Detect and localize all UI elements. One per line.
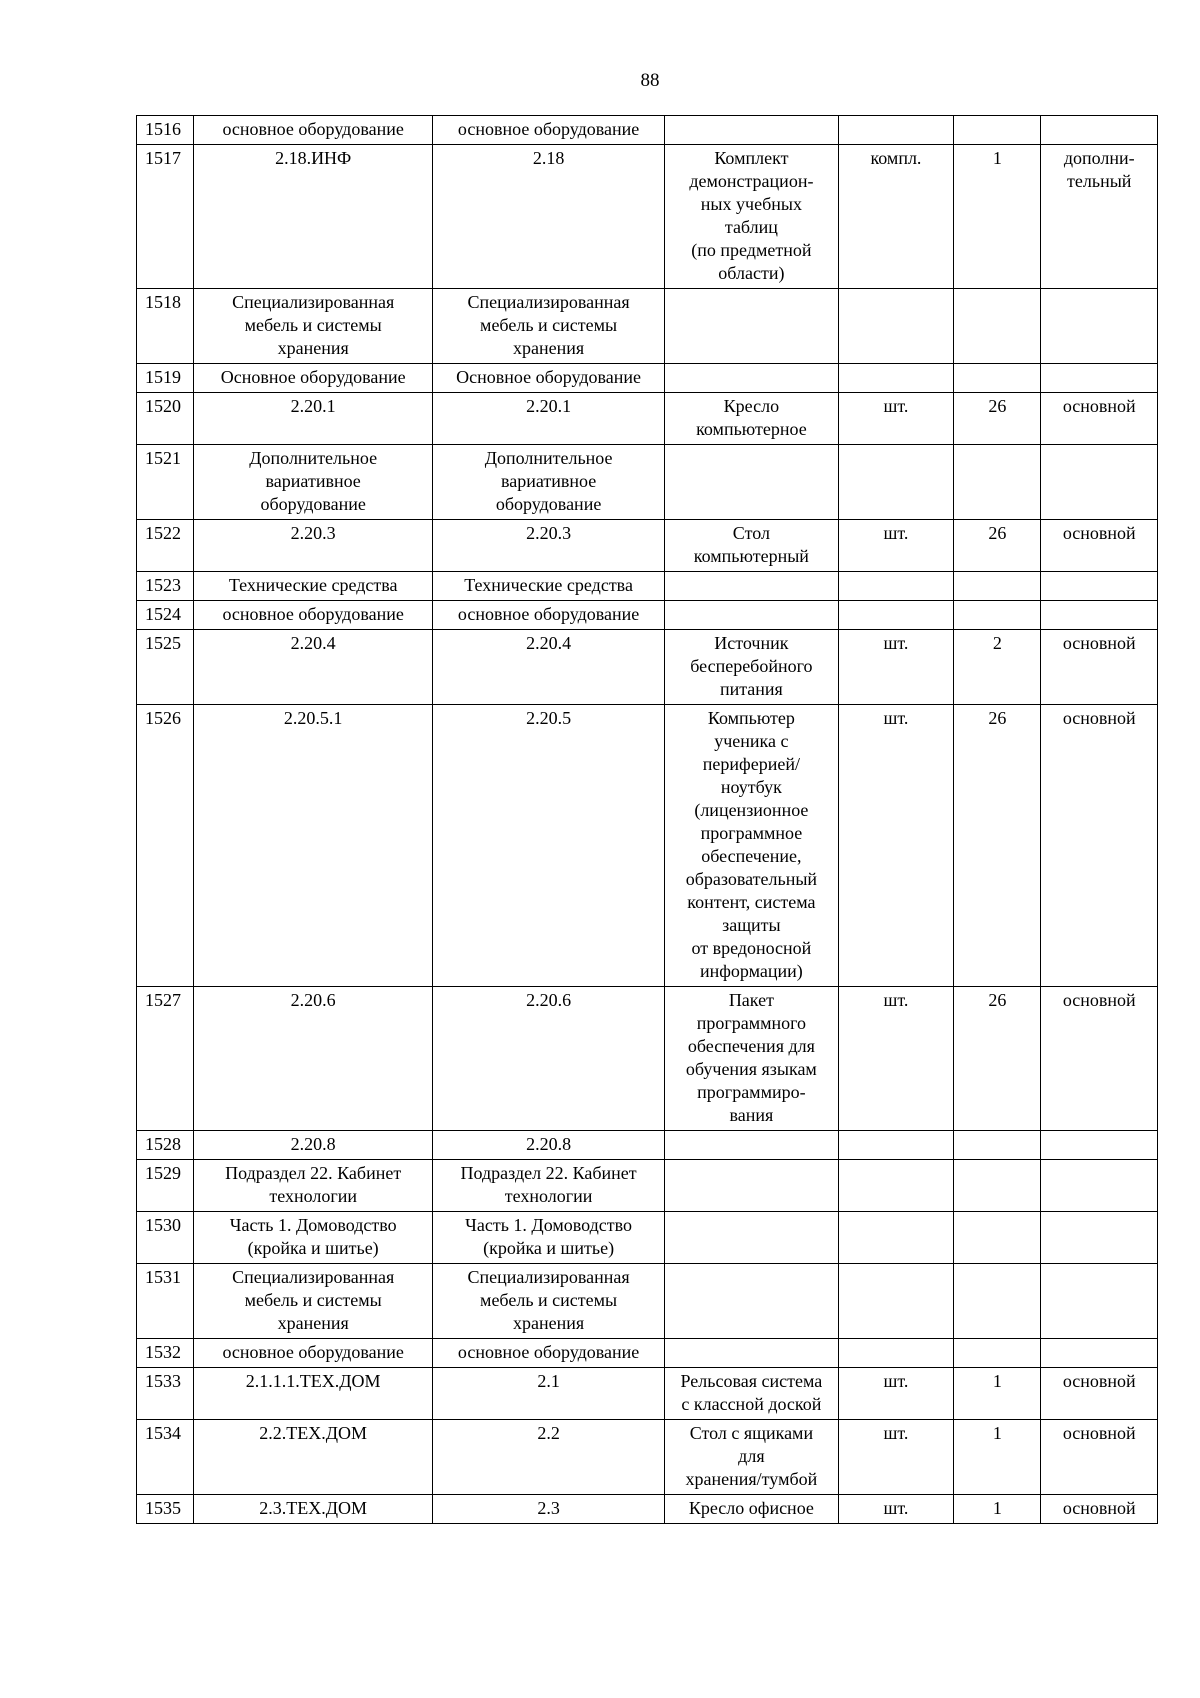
quantity-cell (954, 289, 1041, 364)
unit-cell: шт. (838, 1420, 953, 1495)
type-cell (1041, 445, 1158, 520)
code-cell: Специализированная мебель и системы хранения (194, 1264, 433, 1339)
type-cell: основной (1041, 1495, 1158, 1524)
row-number-cell: 1533 (137, 1368, 194, 1420)
table-row (137, 1368, 1158, 1420)
quantity-cell: 26 (954, 987, 1041, 1131)
unit-cell: шт. (838, 987, 953, 1131)
quantity-cell (954, 116, 1041, 145)
code-cell: основное оборудование (194, 1339, 433, 1368)
item-name-cell (665, 1264, 839, 1339)
type-cell (1041, 1212, 1158, 1264)
row-number-cell: 1524 (137, 601, 194, 630)
type-cell: основной (1041, 705, 1158, 987)
quantity-cell: 1 (954, 145, 1041, 289)
quantity-cell: 1 (954, 1495, 1041, 1524)
table-row (137, 1212, 1158, 1264)
section-code-cell: 2.20.5 (433, 705, 665, 987)
code-cell: Специализированная мебель и системы хранения (194, 289, 433, 364)
item-name-cell: Кресло компьютерное (665, 393, 839, 445)
unit-cell: шт. (838, 630, 953, 705)
item-name-cell (665, 116, 839, 145)
unit-cell: шт. (838, 1368, 953, 1420)
unit-cell (838, 1339, 953, 1368)
row-number-cell: 1519 (137, 364, 194, 393)
table-row (137, 445, 1158, 520)
table-row (137, 145, 1158, 289)
section-code-cell: Специализированная мебель и системы хранения (433, 1264, 665, 1339)
code-cell: Основное оборудование (194, 364, 433, 393)
table-body (137, 116, 1158, 1524)
type-cell (1041, 1339, 1158, 1368)
row-number-cell: 1527 (137, 987, 194, 1131)
type-cell: основной (1041, 987, 1158, 1131)
item-name-cell (665, 601, 839, 630)
table-row (137, 987, 1158, 1131)
section-code-cell: 2.20.4 (433, 630, 665, 705)
item-name-cell (665, 1339, 839, 1368)
code-cell: Подраздел 22. Кабинет технологии (194, 1160, 433, 1212)
unit-cell (838, 601, 953, 630)
quantity-cell (954, 364, 1041, 393)
table-row (137, 1495, 1158, 1524)
row-number-cell: 1529 (137, 1160, 194, 1212)
type-cell: основной (1041, 520, 1158, 572)
code-cell: 2.2.ТЕХ.ДОМ (194, 1420, 433, 1495)
row-number-cell: 1535 (137, 1495, 194, 1524)
quantity-cell: 26 (954, 705, 1041, 987)
section-code-cell: 2.20.3 (433, 520, 665, 572)
unit-cell: компл. (838, 145, 953, 289)
type-cell (1041, 572, 1158, 601)
section-code-cell: 2.18 (433, 145, 665, 289)
item-name-cell: Комплект демонстрацион- ных учебных таблиц (по предметной области) (665, 145, 839, 289)
table-row (137, 520, 1158, 572)
row-number-cell: 1525 (137, 630, 194, 705)
row-number-cell: 1517 (137, 145, 194, 289)
unit-cell (838, 572, 953, 601)
section-code-cell: Дополнительное вариативное оборудование (433, 445, 665, 520)
equipment-table (136, 115, 1158, 1524)
type-cell (1041, 1264, 1158, 1339)
type-cell (1041, 1160, 1158, 1212)
table-row (137, 1339, 1158, 1368)
quantity-cell (954, 1160, 1041, 1212)
quantity-cell (954, 1339, 1041, 1368)
type-cell (1041, 116, 1158, 145)
code-cell: 2.20.5.1 (194, 705, 433, 987)
section-code-cell: 2.20.1 (433, 393, 665, 445)
quantity-cell (954, 1264, 1041, 1339)
section-code-cell: основное оборудование (433, 116, 665, 145)
unit-cell (838, 445, 953, 520)
type-cell: основной (1041, 1420, 1158, 1495)
item-name-cell (665, 1212, 839, 1264)
section-code-cell: 2.3 (433, 1495, 665, 1524)
row-number-cell: 1520 (137, 393, 194, 445)
table-row (137, 1264, 1158, 1339)
quantity-cell: 1 (954, 1420, 1041, 1495)
code-cell: 2.3.ТЕХ.ДОМ (194, 1495, 433, 1524)
unit-cell (838, 1212, 953, 1264)
section-code-cell: 2.20.6 (433, 987, 665, 1131)
item-name-cell (665, 572, 839, 601)
quantity-cell: 1 (954, 1368, 1041, 1420)
quantity-cell: 26 (954, 520, 1041, 572)
code-cell: Часть 1. Домоводство (кройка и шитье) (194, 1212, 433, 1264)
quantity-cell: 26 (954, 393, 1041, 445)
row-number-cell: 1516 (137, 116, 194, 145)
code-cell: 2.20.8 (194, 1131, 433, 1160)
item-name-cell (665, 445, 839, 520)
item-name-cell: Компьютер ученика с периферией/ ноутбук (лицензионное программное обеспечение, образовательный контент, система защиты от вредоносной информации) (665, 705, 839, 987)
row-number-cell: 1531 (137, 1264, 194, 1339)
table-row (137, 630, 1158, 705)
table-row (137, 1131, 1158, 1160)
unit-cell (838, 364, 953, 393)
item-name-cell (665, 1131, 839, 1160)
type-cell: дополни- тельный (1041, 145, 1158, 289)
section-code-cell: Специализированная мебель и системы хранения (433, 289, 665, 364)
section-code-cell: 2.20.8 (433, 1131, 665, 1160)
item-name-cell: Пакет программного обеспечения для обучения языкам программиро- вания (665, 987, 839, 1131)
code-cell: 2.20.6 (194, 987, 433, 1131)
item-name-cell: Рельсовая система с классной доской (665, 1368, 839, 1420)
section-code-cell: основное оборудование (433, 1339, 665, 1368)
row-number-cell: 1530 (137, 1212, 194, 1264)
row-number-cell: 1526 (137, 705, 194, 987)
section-code-cell: Подраздел 22. Кабинет технологии (433, 1160, 665, 1212)
table-row (137, 364, 1158, 393)
type-cell (1041, 364, 1158, 393)
unit-cell (838, 1160, 953, 1212)
code-cell: 2.20.1 (194, 393, 433, 445)
section-code-cell: Основное оборудование (433, 364, 665, 393)
item-name-cell (665, 1160, 839, 1212)
code-cell: 2.18.ИНФ (194, 145, 433, 289)
code-cell: основное оборудование (194, 116, 433, 145)
section-code-cell: Технические средства (433, 572, 665, 601)
type-cell: основной (1041, 630, 1158, 705)
unit-cell (838, 1264, 953, 1339)
item-name-cell: Источник бесперебойного питания (665, 630, 839, 705)
unit-cell (838, 116, 953, 145)
section-code-cell: основное оборудование (433, 601, 665, 630)
type-cell (1041, 289, 1158, 364)
table-row (137, 116, 1158, 145)
row-number-cell: 1522 (137, 520, 194, 572)
quantity-cell (954, 1212, 1041, 1264)
row-number-cell: 1532 (137, 1339, 194, 1368)
type-cell: основной (1041, 1368, 1158, 1420)
row-number-cell: 1528 (137, 1131, 194, 1160)
unit-cell (838, 1131, 953, 1160)
type-cell (1041, 601, 1158, 630)
table-row (137, 1420, 1158, 1495)
code-cell: 2.20.3 (194, 520, 433, 572)
table-row (137, 601, 1158, 630)
code-cell: основное оборудование (194, 601, 433, 630)
item-name-cell: Кресло офисное (665, 1495, 839, 1524)
unit-cell: шт. (838, 393, 953, 445)
row-number-cell: 1534 (137, 1420, 194, 1495)
quantity-cell (954, 572, 1041, 601)
unit-cell: шт. (838, 520, 953, 572)
type-cell: основной (1041, 393, 1158, 445)
table-row (137, 705, 1158, 987)
code-cell: 2.1.1.1.ТЕХ.ДОМ (194, 1368, 433, 1420)
table-row (137, 289, 1158, 364)
unit-cell (838, 289, 953, 364)
section-code-cell: Часть 1. Домоводство (кройка и шитье) (433, 1212, 665, 1264)
item-name-cell: Стол компьютерный (665, 520, 839, 572)
quantity-cell: 2 (954, 630, 1041, 705)
item-name-cell (665, 289, 839, 364)
table-row (137, 1160, 1158, 1212)
table-row (137, 393, 1158, 445)
type-cell (1041, 1131, 1158, 1160)
code-cell: Дополнительное вариативное оборудование (194, 445, 433, 520)
section-code-cell: 2.2 (433, 1420, 665, 1495)
unit-cell: шт. (838, 705, 953, 987)
row-number-cell: 1518 (137, 289, 194, 364)
table-row (137, 572, 1158, 601)
item-name-cell: Стол с ящиками для хранения/тумбой (665, 1420, 839, 1495)
code-cell: 2.20.4 (194, 630, 433, 705)
item-name-cell (665, 364, 839, 393)
unit-cell: шт. (838, 1495, 953, 1524)
quantity-cell (954, 601, 1041, 630)
section-code-cell: 2.1 (433, 1368, 665, 1420)
page-number: 88 (640, 70, 660, 91)
quantity-cell (954, 445, 1041, 520)
code-cell: Технические средства (194, 572, 433, 601)
row-number-cell: 1523 (137, 572, 194, 601)
row-number-cell: 1521 (137, 445, 194, 520)
quantity-cell (954, 1131, 1041, 1160)
